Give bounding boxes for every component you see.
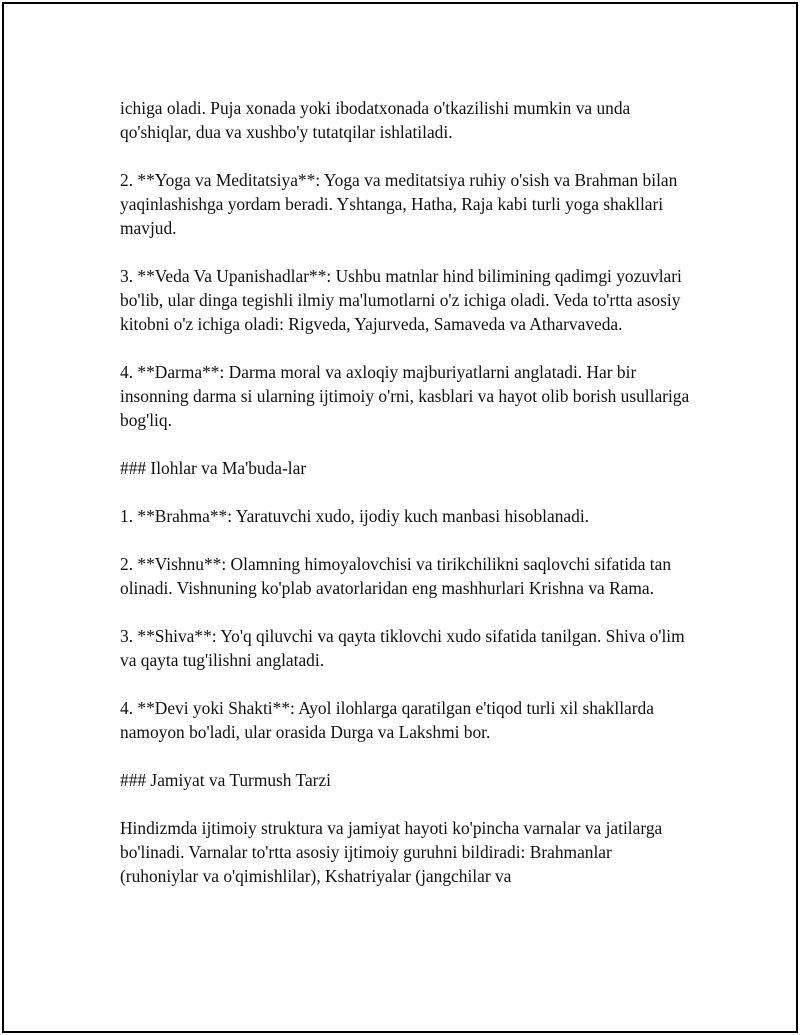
- document-page: [2, 2, 798, 1033]
- paragraph-shiva: 3. **Shiva**: Yo'q qiluvchi va qayta tiklovchi xudo sifatida tanilgan. Shiva o'lim va qayta tug'ilishni anglatadi.: [120, 626, 685, 670]
- heading-ilohlar: ### Ilohlar va Ma'buda-lar: [120, 458, 307, 478]
- paragraph-veda-upanishadlar: 3. **Veda Va Upanishadlar**: Ushbu matnlar hind bilimining qadimgi yozuvlari bo'lib, ular dinga tegishli ilmiy ma'lumotlarni o'z ichiga oladi. Veda to'rtta asosiy kitobni o'z ichiga oladi: Rigveda, Yajurveda, Samaveda va Atharvaveda.: [120, 266, 682, 334]
- paragraph-darma: 4. **Darma**: Darma moral va axloqiy majburiyatlarni anglatadi. Har bir insonning darma si ularning ijtimoiy o'rni, kasblari va hayot olib borish usullariga bog'liq.: [120, 362, 690, 430]
- paragraph-vishnu: 2. **Vishnu**: Olamning himoyalovchisi va tirikchilikni saqlovchi sifatida tan olinadi. Vishnuning ko'plab avatorlaridan eng mashhurlari Krishna va Rama.: [120, 554, 672, 598]
- paragraph-hindizm-jamiyat: Hindizmda ijtimoiy struktura va jamiyat hayoti ko'pincha varnalar va jatilarga bo'linadi. Varnalar to'rtta asosiy ijtimoiy guruhni bildiradi: Brahmanlar (ruhoniylar va o'qimishlilar), Kshatriyalar (jangchilar va: [120, 818, 663, 886]
- paragraph-devi-shakti: 4. **Devi yoki Shakti**: Ayol ilohlarga qaratilgan e'tiqod turli xil shakllarda namoyon bo'ladi, ular orasida Durga va Lakshmi bor.: [120, 698, 654, 742]
- paragraph-puja-continued: ichiga oladi. Puja xonada yoki ibodatxonada o'tkazilishi mumkin va unda qo'shiqlar, dua va xushbo'y tutatqilar ishlatiladi.: [120, 98, 631, 142]
- document-body: [120, 96, 690, 912]
- paragraph-brahma: 1. **Brahma**: Yaratuvchi xudo, ijodiy kuch manbasi hisoblanadi.: [120, 506, 590, 526]
- paragraph-yoga-meditatsiya: 2. **Yoga va Meditatsiya**: Yoga va meditatsiya ruhiy o'sish va Brahman bilan yaqinlashishga yordam beradi. Yshtanga, Hatha, Raja kabi turli yoga shakllari mavjud.: [120, 170, 678, 238]
- heading-jamiyat: ### Jamiyat va Turmush Tarzi: [120, 770, 332, 790]
